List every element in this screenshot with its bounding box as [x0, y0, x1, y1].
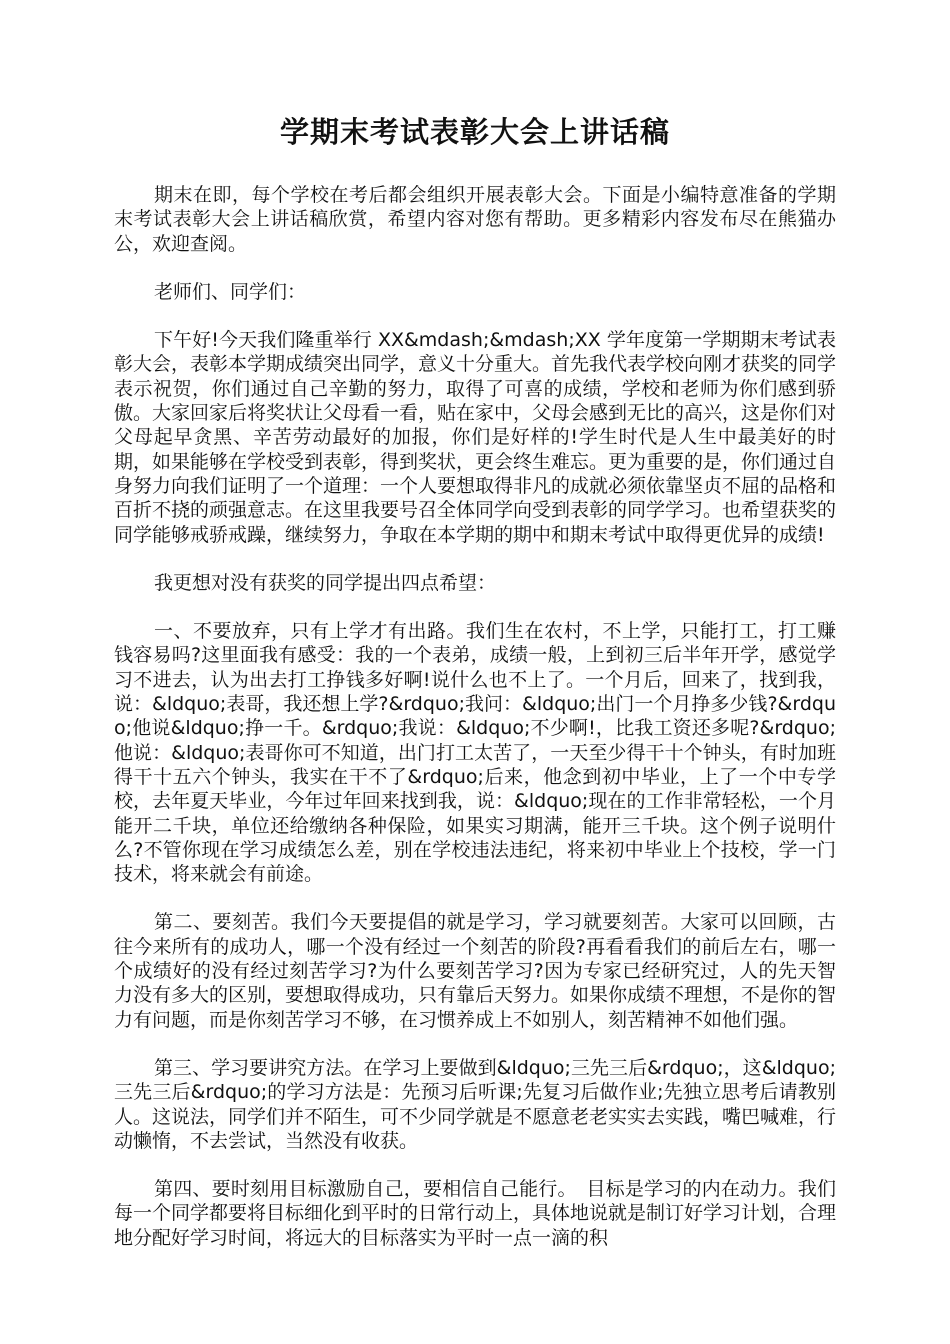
paragraph-point-two: 第二、要刻苦。我们今天要提倡的就是学习，学习就要刻苦。大家可以回顾，古往今来所有的成功人，哪一个没有经过一个刻苦的阶段?再看看我们的前后左右，哪一个成绩好的没有经过刻苦学习?为什么要刻苦学习?因为专家已经研究过，人的先天智力没有多大的区别，要想取得成功，只有靠后天努力。如果你成绩不理想，不是你的智力有问题，而是你刻苦学习不够，在习惯养成上不如别人，刻苦精神不如他们强。 — [114, 911, 837, 1031]
paragraph-opening: 下午好!今天我们隆重举行 XX&mdash;&mdash;XX 学年度第一学期期末考试表彰大会，表彰本学期成绩突出同学，意义十分重大。首先我代表学校向刚才获奖的同学表示祝贺，你们通过自己辛勤的努力，取得了可喜的成绩，学校和老师为你们感到骄傲。大家回家后将奖状让父母看一看，贴在家中，父母会感到无比的高兴，这是你们对父母起早贪黑、辛苦劳动最好的加报，你们是好样的!学生时代是人生中最美好的时期，如果能够在学校受到表彰，得到奖状，更会终生难忘。更为重要的是，你们通过自身努力向我们证明了一个道理：一个人要想取得非凡的成就必须依靠坚贞不屈的品格和百折不挠的顽强意志。在这里我要号召全体同学向受到表彰的同学学习。也希望获奖的同学能够戒骄戒躁，继续努力，争取在本学期的期中和期末考试中取得更优异的成绩! — [114, 329, 837, 546]
paragraph-point-four: 第四、要时刻用目标激励自己，要相信自己能行。 目标是学习的内在动力。我们每一个同学都要将目标细化到平时的日常行动上，具体地说就是制订好学习计划，合理地分配好学习时间，将远大的目标落实为平时一点一滴的积 — [114, 1178, 837, 1249]
paragraph-point-three: 第三、学习要讲究方法。在学习上要做到&ldquo;三先三后&rdquo;，这&ldquo;三先三后&rdquo;的学习方法是：先预习后听课;先复习后做作业;先独立思考后请教别人。这说法，同学们并不陌生，可不少同学就是不愿意老老实实去实践，嘴巴喊难，行动懒惰，不去尝试，当然没有收获。 — [114, 1056, 837, 1152]
document-body — [114, 183, 836, 1272]
paragraph-greeting: 老师们、同学们： — [154, 280, 307, 303]
document-title: 学期末考试表彰大会上讲话稿 — [279, 115, 670, 149]
paragraph-four-hopes: 我更想对没有获奖的同学提出四点希望： — [154, 571, 497, 594]
paragraph-point-one: 一、不要放弃，只有上学才有出路。我们生在农村，不上学，只能打工，打工赚钱容易吗?这里面我有感受：我的一个表弟，成绩一般，上到初三后半年开学，感觉学习不进去，认为出去打工挣钱多好啊!说什么也不上了。一个月后，回来了，找到我，说：&ldquo;表哥，我还想上学?&rdquo;我问：&ldquo;出门一个月挣多少钱?&rdquo;他说&ldquo;挣一千。&rdquo;我说：&ldquo;不少啊!，比我工资还多呢?&rdquo;他说：&ldquo;表哥你可不知道，出门打工太苦了，一天至少得干十个钟头，有时加班得干十五六个钟头，我实在干不了&rdquo;后来，他念到初中毕业，上了一个中专学校，去年夏天毕业，今年过年回来找到我，说：&ldquo;现在的工作非常轻松，一个月能开二千块，单位还给缴纳各种保险，如果实习期满，能开三千块。这个例子说明什么?不管你现在学习成绩怎么差，别在学校违法违纪，将来初中毕业上个技校，学一门技术，将来就会有前途。 — [114, 620, 836, 886]
paragraph-intro: 期末在即，每个学校在考后都会组织开展表彰大会。下面是小编特意准备的学期末考试表彰大会上讲话稿欣赏，希望内容对您有帮助。更多精彩内容发布尽在熊猫办公，欢迎查阅。 — [114, 184, 836, 255]
